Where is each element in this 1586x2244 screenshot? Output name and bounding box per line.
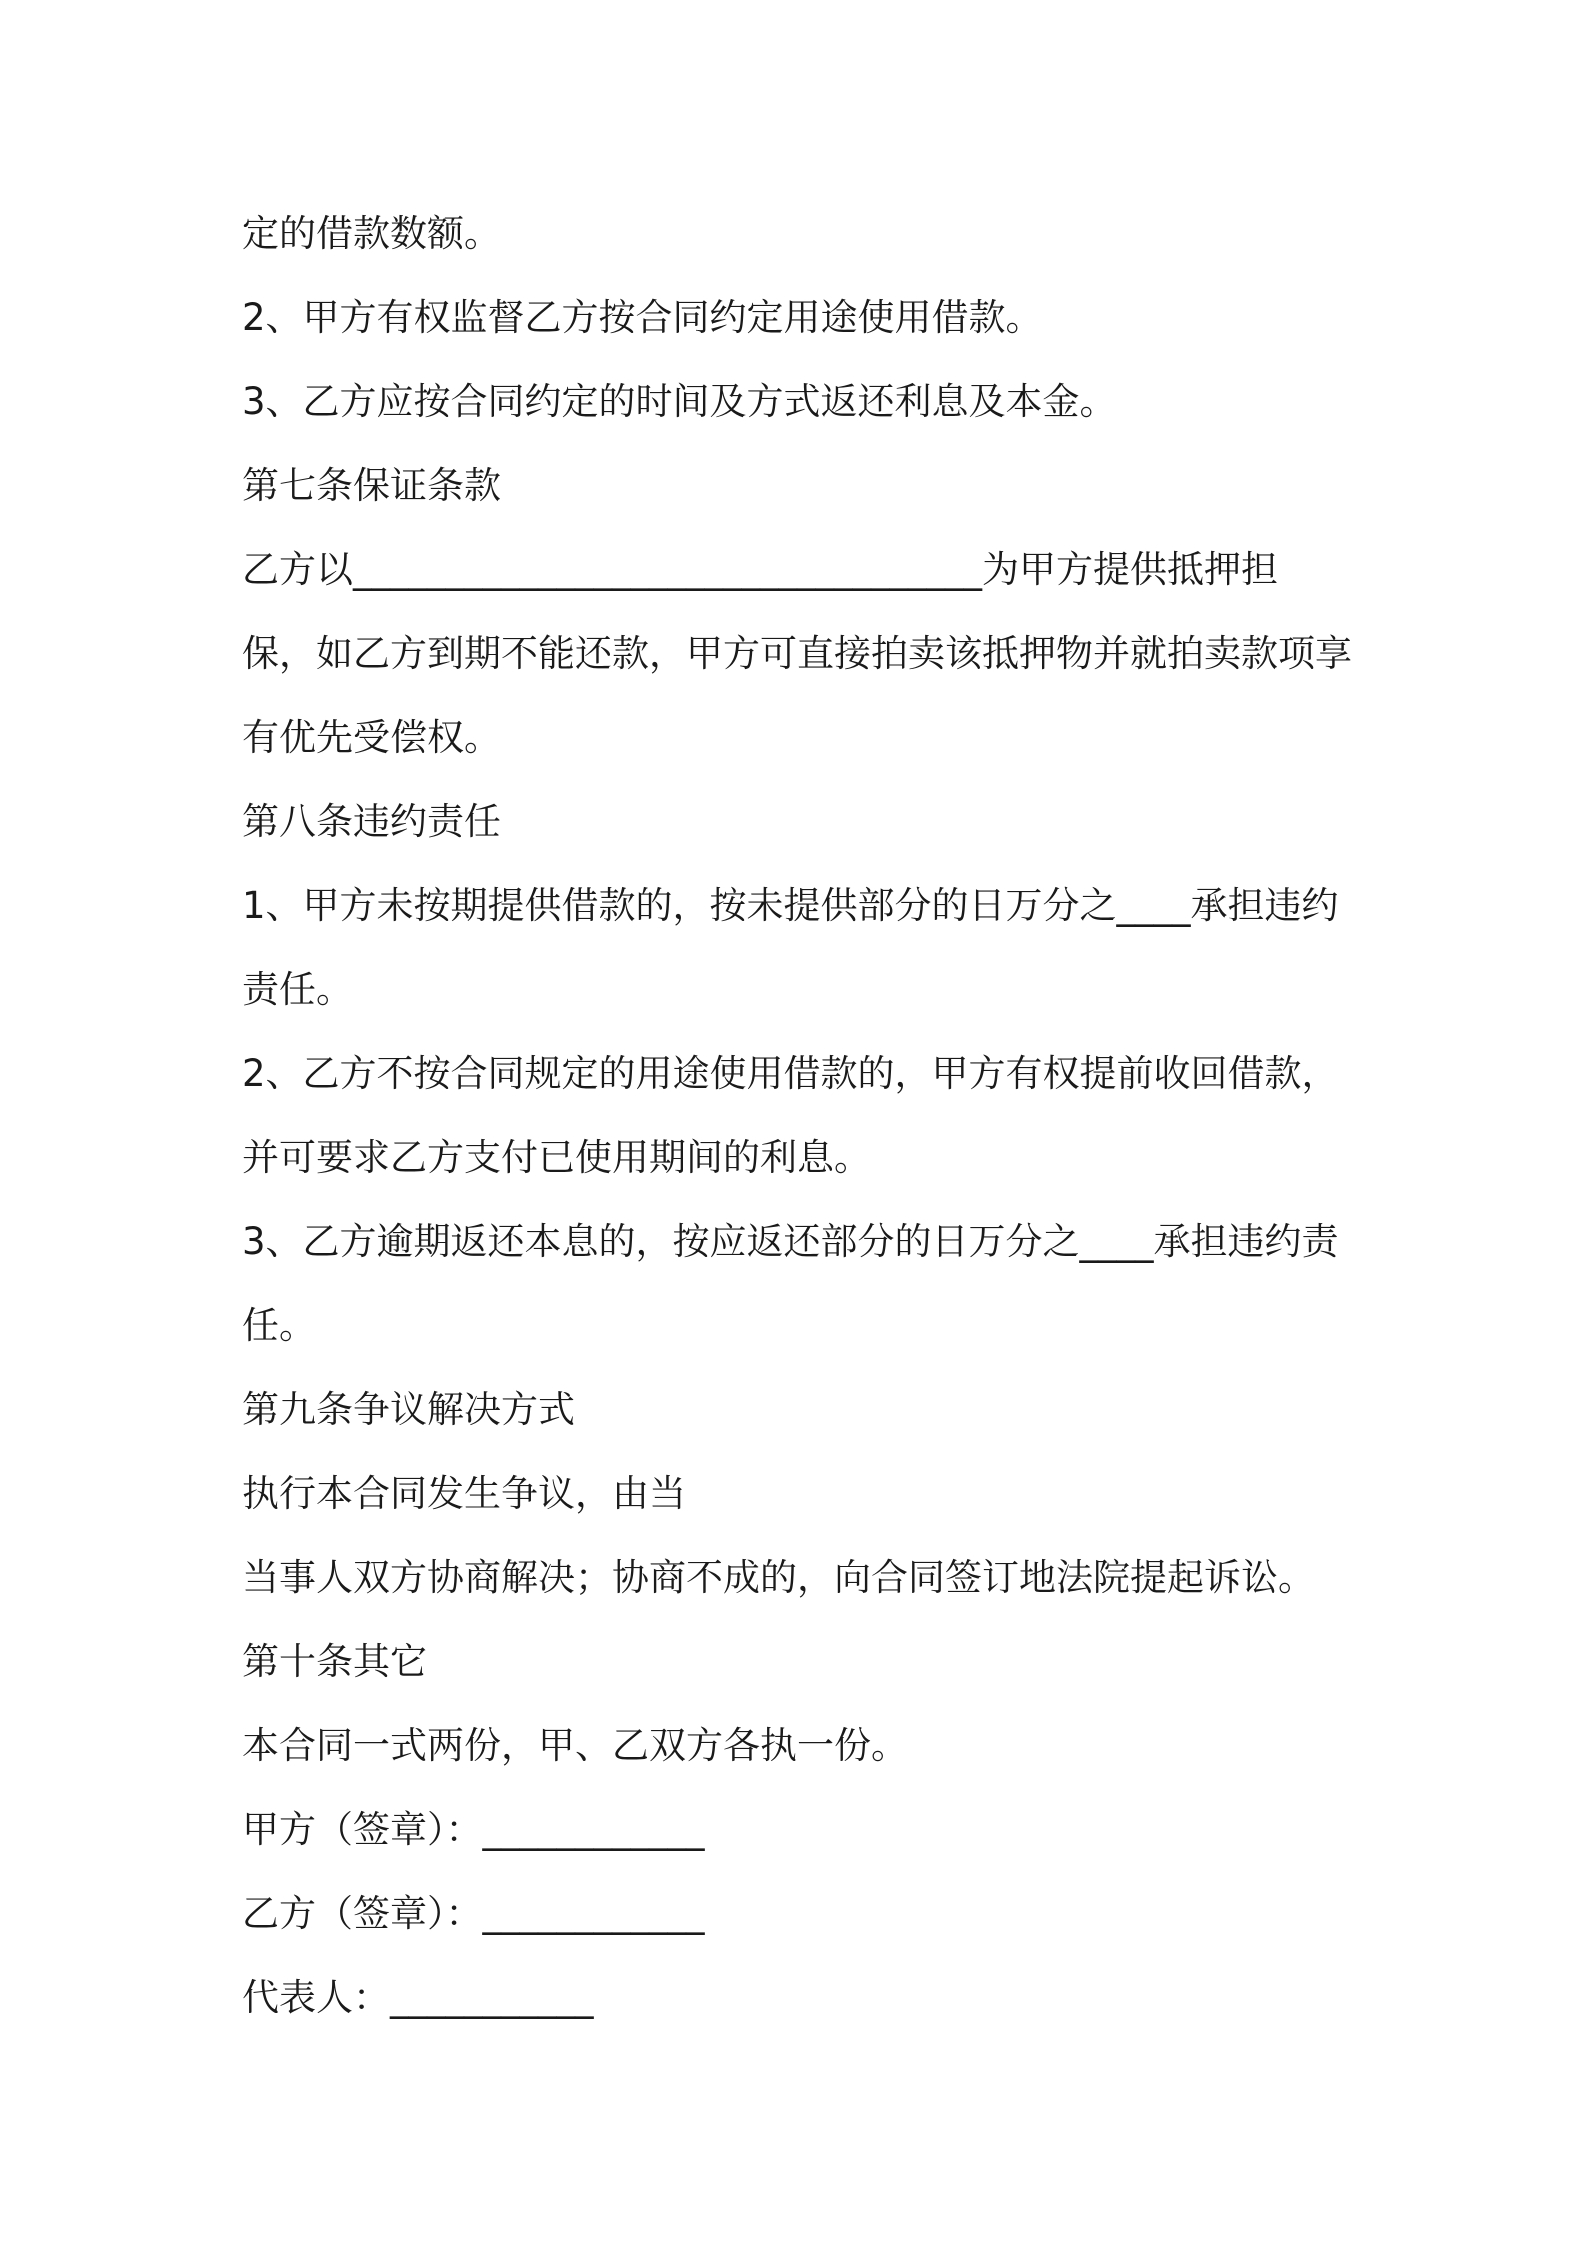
clause-8-item-3-line-1: 3、乙方逾期返还本息的，按应返还部分的日万分之____承担违约责: [242, 1220, 1339, 1263]
clause-8-heading: 第八条违约责任: [242, 800, 501, 843]
clause-8-item-1-line-1: 1、甲方未按期提供借款的，按未提供部分的日万分之____承担违约: [242, 884, 1339, 927]
clause-8-item-2-line-1: 2、乙方不按合同规定的用途使用借款的，甲方有权提前收回借款，: [242, 1052, 1339, 1095]
clause-7-heading: 第七条保证条款: [242, 464, 501, 507]
clause-9-heading: 第九条争议解决方式: [242, 1388, 575, 1431]
clause-10-heading: 第十条其它: [242, 1640, 427, 1683]
clause-7-text-line-1: 乙方以__________________________________为甲方提供抵押担: [242, 548, 1278, 591]
clause-8-item-3-line-2: 任。: [242, 1304, 316, 1347]
clause-10-text: 本合同一式两份，甲、乙双方各执一份。: [242, 1724, 908, 1767]
paragraph-loan-amount-tail: 定的借款数额。: [242, 212, 501, 255]
clause-8-item-1-line-2: 责任。: [242, 968, 353, 1011]
clause-9-text-line-2: 当事人双方协商解决；协商不成的，向合同签订地法院提起诉讼。: [242, 1556, 1315, 1599]
clause-7-text-line-3: 有优先受偿权。: [242, 716, 501, 759]
clause-9-text-line-1: 执行本合同发生争议，由当: [242, 1472, 686, 1515]
clause-7-text-line-2: 保，如乙方到期不能还款，甲方可直接拍卖该抵押物并就拍卖款项享: [242, 632, 1352, 675]
party-b-signature: 乙方（签章）：____________: [242, 1892, 705, 1935]
contract-body: [242, 192, 1354, 2040]
clause-6-item-2: 2、甲方有权监督乙方按合同约定用途使用借款。: [242, 296, 1043, 339]
party-a-signature: 甲方（签章）：____________: [242, 1808, 705, 1851]
clause-8-item-2-line-2: 并可要求乙方支付已使用期间的利息。: [242, 1136, 871, 1179]
clause-6-item-3: 3、乙方应按合同约定的时间及方式返还利息及本金。: [242, 380, 1117, 423]
representative-signature: 代表人：___________: [242, 1976, 594, 2019]
